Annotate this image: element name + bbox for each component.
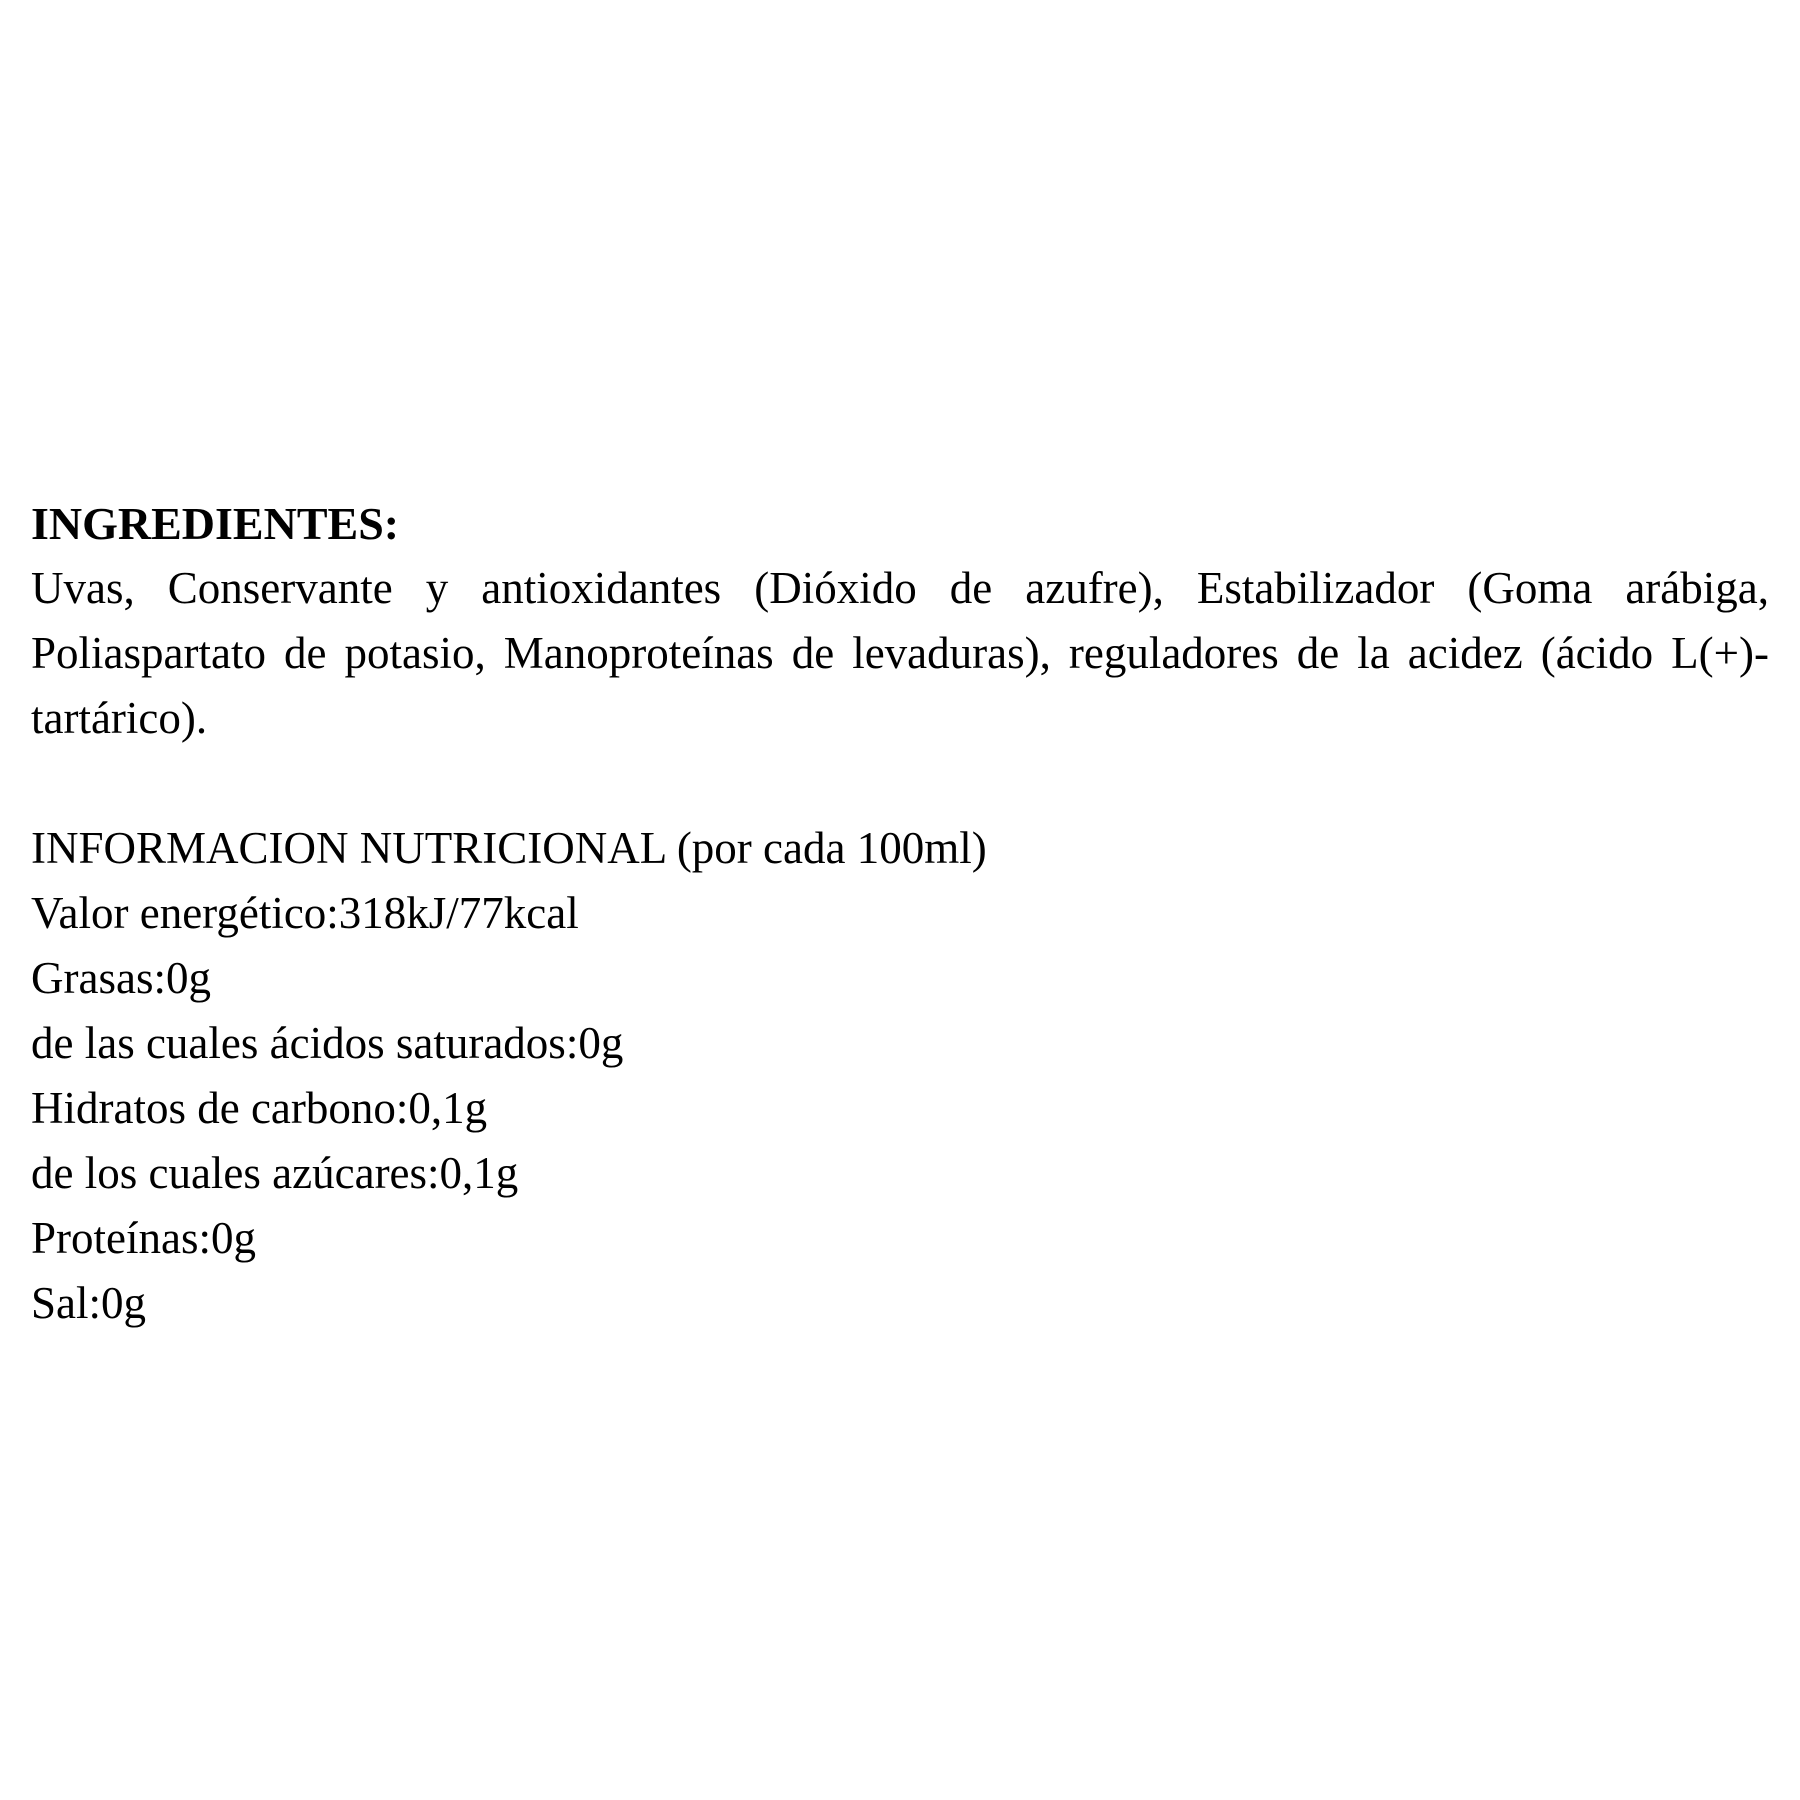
- nutrition-title: INFORMACION NUTRICIONAL (por cada 100ml): [31, 823, 987, 873]
- label-text: [31, 492, 1769, 1336]
- nutrition-info: [31, 816, 1769, 1336]
- nutrition-energy: Valor energético:318kJ/77kcal: [31, 888, 579, 938]
- ingredients-text: Uvas, Conservante y antioxidantes (Dióxido de azufre), Estabilizador (Goma arábiga, Poliaspartato de potasio, Manoproteínas de levaduras), reguladores de la acidez (ácido L(+)-tartárico).: [31, 563, 1769, 743]
- nutrition-carbohydrates: Hidratos de carbono:0,1g: [31, 1083, 488, 1133]
- nutrition-salt: Sal:0g: [31, 1278, 147, 1328]
- nutrition-fat: Grasas:0g: [31, 953, 211, 1003]
- ingredients-heading: INGREDIENTES:: [31, 498, 400, 549]
- nutrition-saturated-fat: de las cuales ácidos saturados:0g: [31, 1018, 624, 1068]
- nutrition-sugars: de los cuales azúcares:0,1g: [31, 1148, 519, 1198]
- nutrition-protein: Proteínas:0g: [31, 1213, 256, 1263]
